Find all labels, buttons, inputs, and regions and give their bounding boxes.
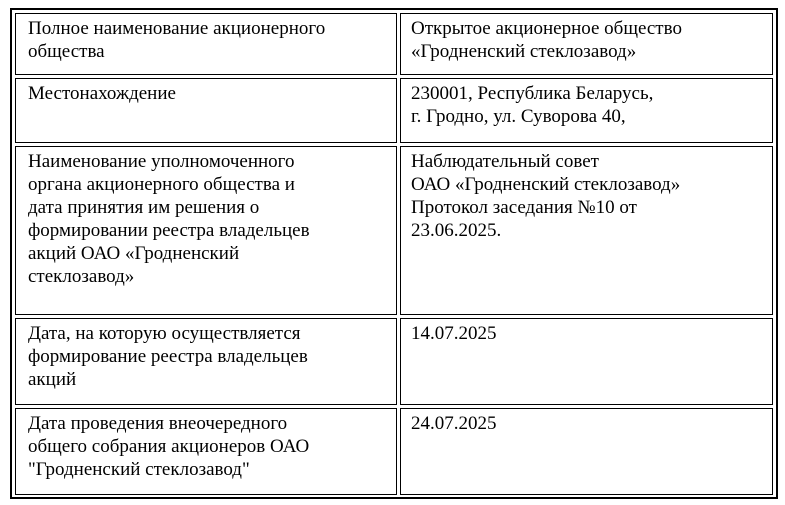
table-row xyxy=(12,146,776,315)
table-row xyxy=(12,408,776,495)
value-meeting-date: 24.07.2025 xyxy=(400,408,773,495)
value-location: 230001, Республика Беларусь, г. Гродно, ул. Суворова 40, xyxy=(400,78,773,143)
value-full-company-name: Открытое акционерное общество «Гродненский стеклозавод» xyxy=(400,13,773,75)
table-row xyxy=(12,318,776,405)
value-register-date: 14.07.2025 xyxy=(400,318,773,405)
label-authorized-body: Наименование уполномоченного органа акционерного общества и дата принятия им решения о формировании реестра владельцев акций ОАО «Гродненский стеклозавод» xyxy=(15,146,397,315)
value-authorized-body: Наблюдательный совет ОАО «Гродненский стеклозавод» Протокол заседания №10 от 23.06.2025. xyxy=(400,146,773,315)
label-meeting-date: Дата проведения внеочередного общего собрания акционеров ОАО "Гродненский стеклозавод" xyxy=(15,408,397,495)
label-register-date: Дата, на которую осуществляется формирование реестра владельцев акций xyxy=(15,318,397,405)
label-location: Местонахождение xyxy=(15,78,397,143)
table-row xyxy=(12,13,776,75)
table-row xyxy=(12,78,776,143)
info-table xyxy=(10,8,778,499)
label-full-company-name: Полное наименование акционерного общества xyxy=(15,13,397,75)
